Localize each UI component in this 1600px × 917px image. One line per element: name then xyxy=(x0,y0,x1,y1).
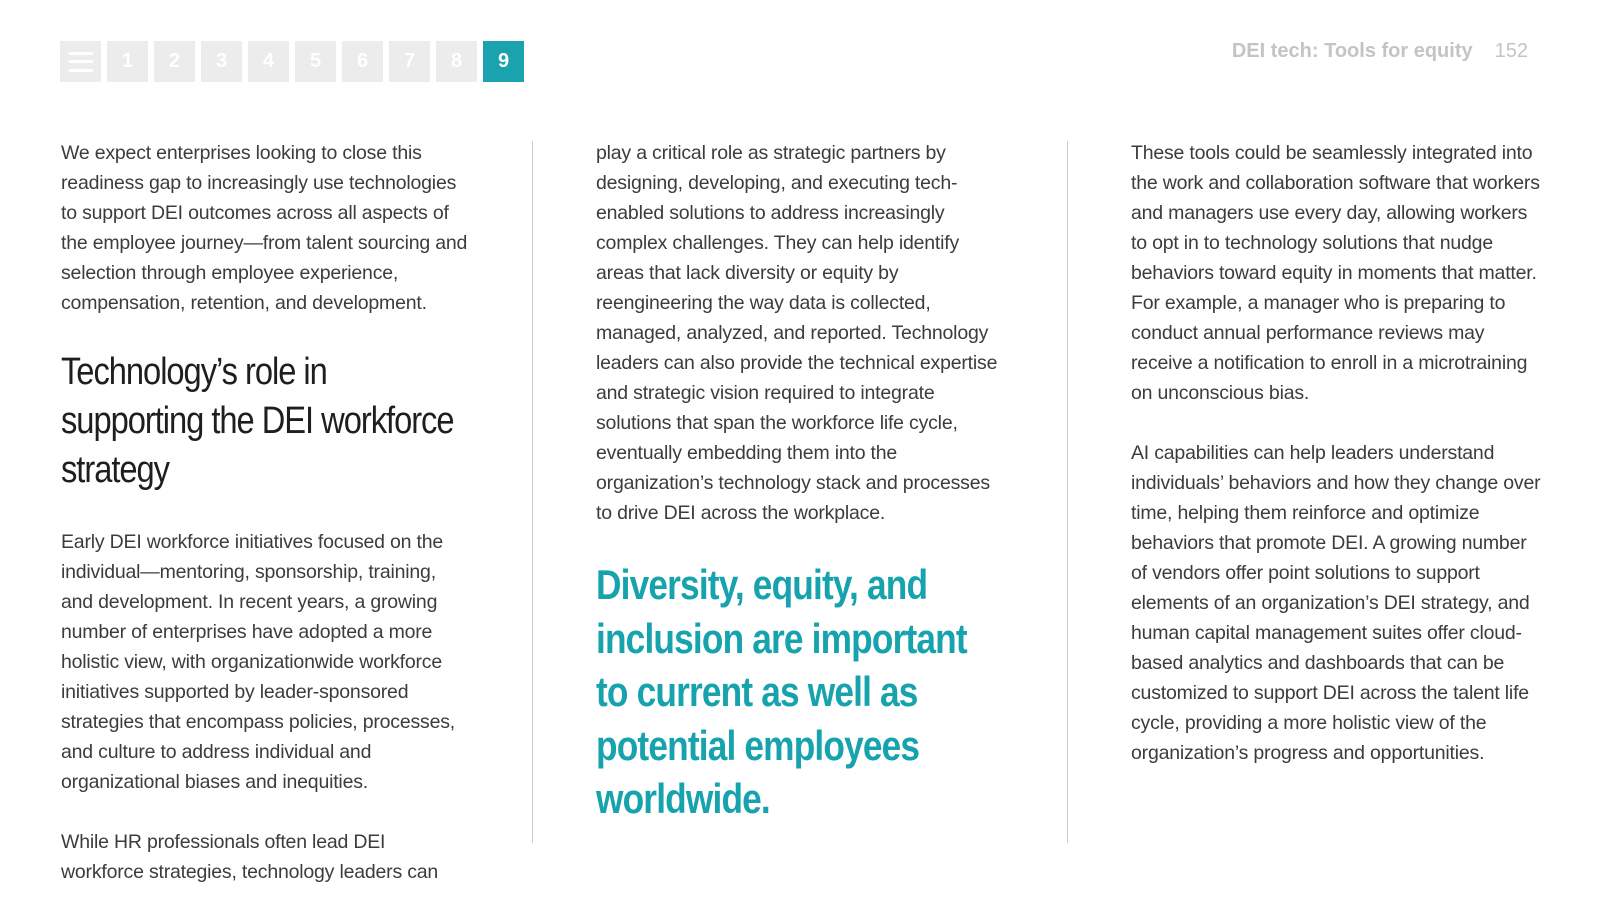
page-navigation xyxy=(60,41,524,82)
page-8-button[interactable]: 8 xyxy=(436,41,477,82)
page-4-button[interactable]: 4 xyxy=(248,41,289,82)
page-number: 152 xyxy=(1494,40,1528,62)
menu-icon xyxy=(69,52,93,72)
body-paragraph: AI capabilities can help leaders understand individuals’ behaviors and how they change over time, helping them reinforce and optimize behaviors that promote DEI. A growing number of vendors offer point solutions to support elements of an organization’s DEI strategy, and human capital management suites offer cloud-based analytics and dashboards that can be customized to support DEI across the talent life cycle, providing a more holistic view of the organization’s progress and opportunities. xyxy=(1131,442,1541,764)
body-paragraph: While HR professionals often lead DEI workforce strategies, technology leaders can xyxy=(61,831,439,883)
intro-paragraph: We expect enterprises looking to close this readiness gap to increasingly use technologies to support DEI outcomes across all aspects of the employee journey—from talent sourcing and selection through employee experience, compensation, retention, and development. xyxy=(61,142,468,314)
body-paragraph: These tools could be seamlessly integrated into the work and collaboration software that workers and managers use every day, allowing workers to opt in to technology solutions that nudge behaviors toward equity in moments that matter. For example, a manager who is preparing to conduct annual performance reviews may receive a notification to enroll in a microtraining on unconscious bias. xyxy=(1131,142,1540,404)
document-title: DEI tech: Tools for equity xyxy=(1231,40,1473,62)
column-2 xyxy=(596,138,1008,826)
section-heading: Technology’s role in supporting the DEI workforce strategy xyxy=(61,351,454,491)
body-paragraph: Early DEI workforce initiatives focused on the individual—mentoring, sponsorship, training, and development. In recent years, a growing number of enterprises have adopted a more holistic view, with organizationwide workforce initiatives supported by leader-sponsored strategies that encompass policies, processes, and culture to address individual and organizational biases and inequities. xyxy=(61,531,455,793)
column-divider xyxy=(532,141,533,843)
page-6-button[interactable]: 6 xyxy=(342,41,383,82)
header xyxy=(1232,40,1528,63)
menu-button[interactable] xyxy=(60,41,101,82)
page-9-button-active[interactable]: 9 xyxy=(483,41,524,82)
pull-quote: Diversity, equity, and inclusion are important to current as well as potential employees worldwide. xyxy=(596,561,967,822)
page-2-button[interactable]: 2 xyxy=(154,41,195,82)
column-1 xyxy=(61,138,473,917)
column-divider xyxy=(1067,141,1068,843)
page-1-button[interactable]: 1 xyxy=(107,41,148,82)
page-5-button[interactable]: 5 xyxy=(295,41,336,82)
column-3 xyxy=(1131,138,1543,798)
page-3-button[interactable]: 3 xyxy=(201,41,242,82)
page-7-button[interactable]: 7 xyxy=(389,41,430,82)
body-paragraph: play a critical role as strategic partners by designing, developing, and executing tech-enabled solutions to address increasingly complex challenges. They can help identify areas that lack diversity or equity by reengineering the way data is collected, managed, analyzed, and reported. Technology leaders can also provide the technical expertise and strategic vision required to integrate solutions that span the workforce life cycle, eventually embedding them into the organization’s technology stack and processes to drive DEI across the workplace. xyxy=(596,142,998,524)
